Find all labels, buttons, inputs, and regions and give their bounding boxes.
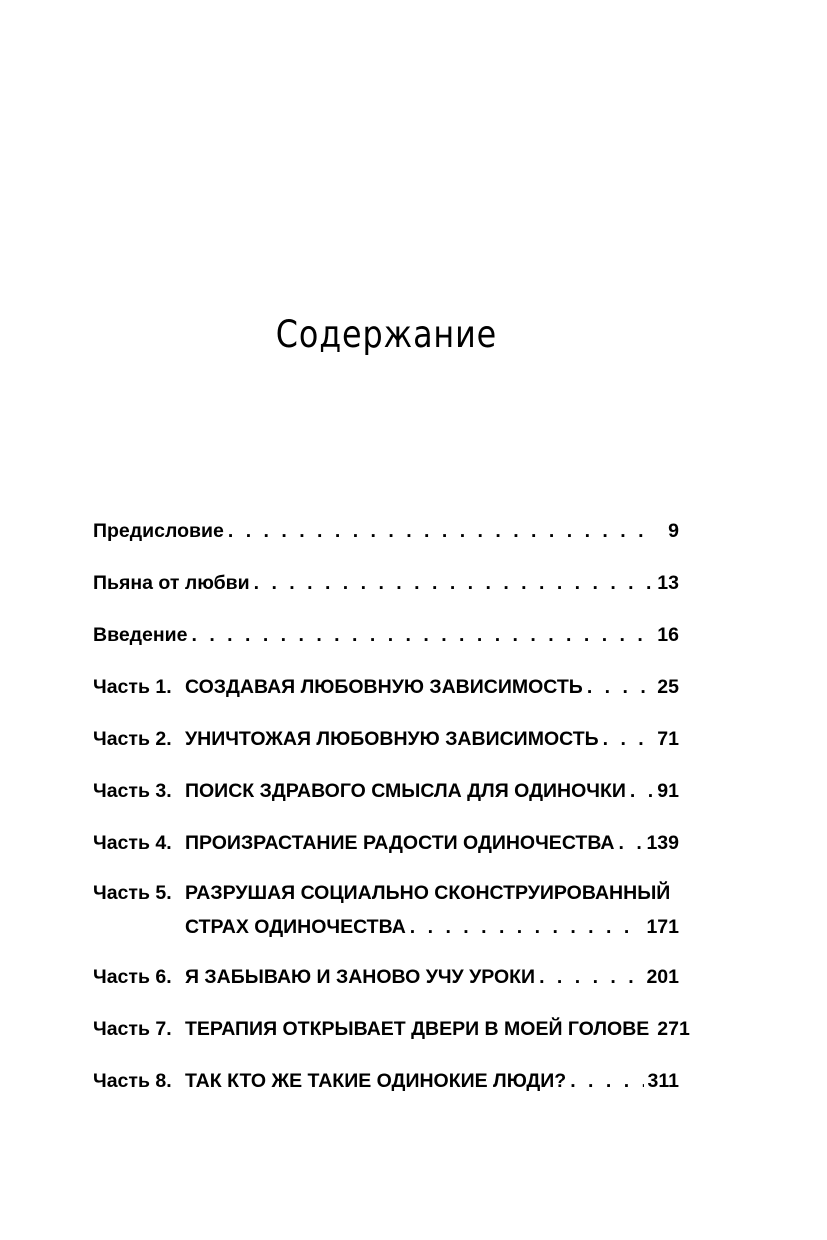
toc-entry-part-4[interactable]	[93, 828, 679, 858]
toc-part-prefix: Часть 3.	[93, 780, 172, 802]
toc-entry-label: Введение	[93, 624, 188, 646]
toc-part-prefix: Часть 5.	[93, 882, 172, 904]
toc-page-number: 9	[668, 520, 679, 542]
toc-entry-drunk-on-love[interactable]	[93, 568, 679, 598]
toc-entry-part-3[interactable]	[93, 776, 679, 806]
dot-leader	[630, 776, 653, 806]
dot-leader	[570, 1066, 643, 1096]
toc-page-number: 16	[657, 624, 679, 646]
dot-leader	[410, 912, 643, 942]
toc-page-number: 271	[657, 1018, 690, 1040]
toc-part-title: РАЗРУШАЯ СОЦИАЛЬНО СКОНСТРУИРОВАННЫЙ	[185, 882, 671, 904]
toc-part-title: СОЗДАВАЯ ЛЮБОВНУЮ ЗАВИСИМОСТЬ	[185, 676, 583, 698]
toc-entry-part-8[interactable]	[93, 1066, 679, 1096]
toc-entry-label: Предисловие	[93, 520, 224, 542]
toc-part-title-continued: СТРАХ ОДИНОЧЕСТВА	[185, 916, 406, 938]
toc-part-prefix: Часть 4.	[93, 832, 172, 854]
page-title: Содержание	[275, 313, 498, 356]
toc-entry-label: Пьяна от любви	[93, 572, 250, 594]
toc-part-prefix: Часть 1.	[93, 676, 172, 698]
toc-entry-part-5[interactable]	[93, 878, 679, 942]
dot-leader	[254, 568, 653, 598]
toc-part-title: ПОИСК ЗДРАВОГО СМЫСЛА ДЛЯ ОДИНОЧКИ	[185, 780, 626, 802]
toc-part-title: ТЕРАПИЯ ОТКРЫВАЕТ ДВЕРИ В МОЕЙ ГОЛОВЕ	[185, 1018, 650, 1040]
toc-part-title: УНИЧТОЖАЯ ЛЮБОВНУЮ ЗАВИСИМОСТЬ	[185, 728, 599, 750]
toc-page-number: 311	[647, 1070, 679, 1092]
dot-leader	[619, 828, 643, 858]
toc-page-number: 139	[646, 832, 679, 854]
toc-part-prefix: Часть 6.	[93, 966, 172, 988]
toc-entry-preface[interactable]	[93, 516, 679, 546]
dot-leader	[603, 724, 653, 754]
dot-leader	[228, 516, 653, 546]
toc-entry-part-7[interactable]	[93, 1014, 690, 1044]
toc-page-number: 91	[657, 780, 679, 802]
toc-part-prefix: Часть 7.	[93, 1018, 172, 1040]
toc-part-title: ТАК КТО ЖЕ ТАКИЕ ОДИНОКИЕ ЛЮДИ?	[185, 1070, 567, 1092]
toc-page-number: 171	[646, 916, 679, 938]
toc-entry-part-6[interactable]	[93, 962, 679, 992]
toc-part-title: Я ЗАБЫВАЮ И ЗАНОВО УЧУ УРОКИ	[185, 966, 536, 988]
dot-leader	[539, 962, 642, 992]
toc-entry-part-1[interactable]	[93, 672, 679, 702]
toc-part-prefix: Часть 2.	[93, 728, 172, 750]
dot-leader	[587, 672, 653, 702]
toc-page-number: 71	[657, 728, 679, 750]
toc-part-prefix: Часть 8.	[93, 1070, 172, 1092]
toc-page-number: 13	[657, 572, 679, 594]
dot-leader	[192, 620, 654, 650]
toc-page-number: 25	[657, 676, 679, 698]
toc-entry-introduction[interactable]	[93, 620, 679, 650]
toc-entry-part-2[interactable]	[93, 724, 679, 754]
toc-part-title: ПРОИЗРАСТАНИЕ РАДОСТИ ОДИНОЧЕСТВА	[185, 832, 615, 854]
toc-page-number: 201	[646, 966, 679, 988]
